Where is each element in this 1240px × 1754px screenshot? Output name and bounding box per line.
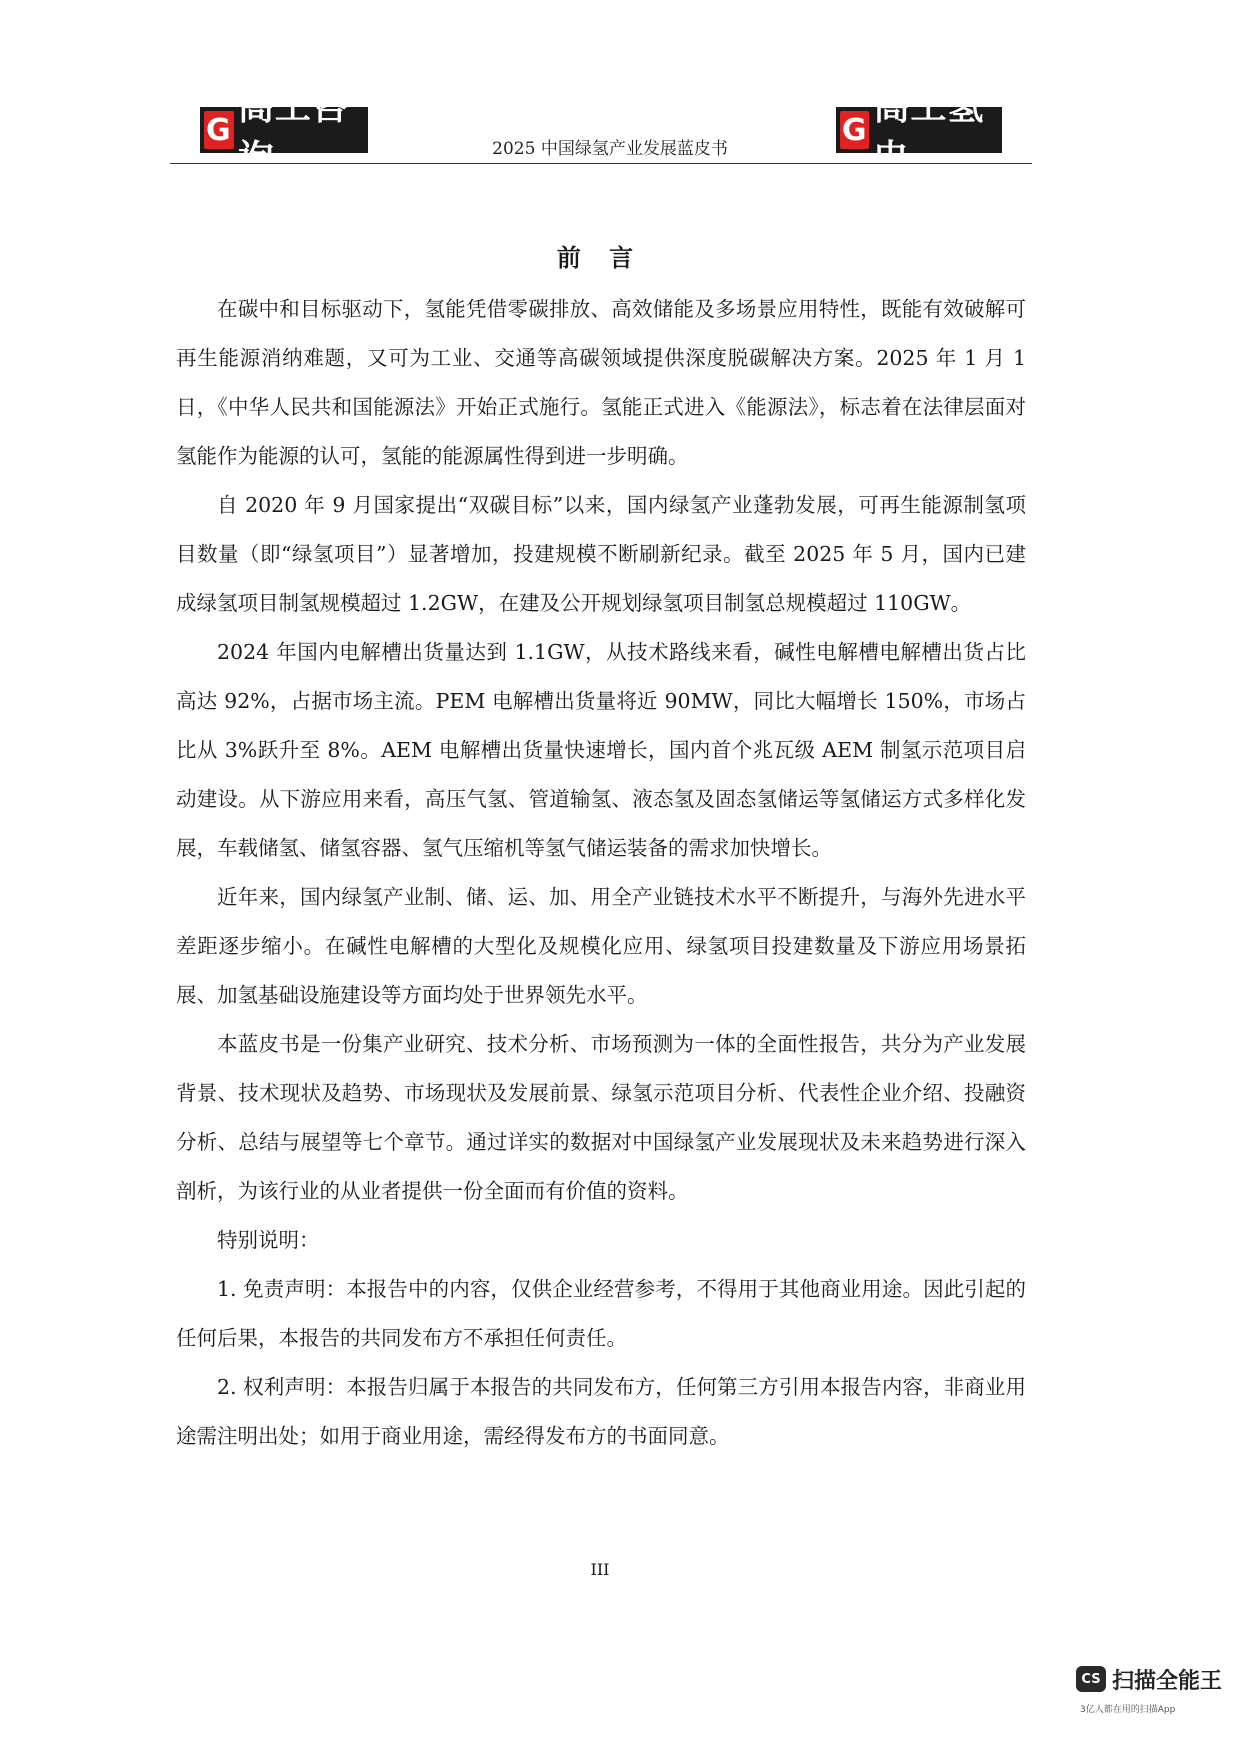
running-header-title: 2025 中国绿氢产业发展蓝皮书: [492, 139, 728, 159]
paragraph: 自 2020 年 9 月国家提出“双碳目标”以来，国内绿氢产业蓬勃发展，可再生能源制氢项目数量（即“绿氢项目”）显著增加，投建规模不断刷新纪录。截至 2025 年 5 月，国内已建成绿氢项目制氢规模超过 1.2GW，在建及公开规划绿氢项目制氢总规模超过 110GW。: [176, 493, 1026, 615]
camscanner-icon: CS: [1076, 1666, 1106, 1692]
camscanner-tagline: 3亿人都在用的扫描App: [1080, 1705, 1176, 1715]
logo-g-mark: G: [841, 112, 868, 148]
paragraph: 在碳中和目标驱动下，氢能凭借零碳排放、高效储能及多场景应用特性，既能有效破解可再生能源消纳难题，又可为工业、交通等高碳领域提供深度脱碳解决方案。2025 年 1 月 1 日，《中华人民共和国能源法》开始正式施行。氢能正式进入《能源法》，标志着在法律层面对氢能作为能源的认可，氢能的能源属性得到进一步明确。: [176, 297, 1026, 468]
gaogong-hydrogen-logo: [836, 87, 1002, 179]
section-title: 前 言: [556, 243, 644, 272]
logo-left-text: 高工咨询: [237, 87, 349, 179]
rights-paragraph: 2. 权利声明：本报告归属于本报告的共同发布方，任何第三方引用本报告内容，非商业用途需注明出处；如用于商业用途，需经得发布方的书面同意。: [176, 1375, 1026, 1448]
gaogong-consulting-logo: [200, 87, 368, 179]
paragraph: 本蓝皮书是一份集产业研究、技术分析、市场预测为一体的全面性报告，共分为产业发展背景、技术现状及趋势、市场现状及发展前景、绿氢示范项目分析、代表性企业介绍、投融资分析、总结与展望等七个章节。通过详实的数据对中国绿氢产业发展现状及未来趋势进行深入剖析，为该行业的从业者提供一份全面而有价值的资料。: [176, 1032, 1026, 1203]
paragraph: 近年来，国内绿氢产业制、储、运、加、用全产业链技术水平不断提升，与海外先进水平差距逐步缩小。在碱性电解槽的大型化及规模化应用、绿氢项目投建数量及下游应用场景拓展、加氢基础设施建设等方面均处于世界领先水平。: [176, 885, 1026, 1007]
camscanner-name: 扫描全能王: [1112, 1669, 1223, 1694]
paragraph: 2024 年国内电解槽出货量达到 1.1GW，从技术路线来看，碱性电解槽电解槽出货占比高达 92%，占据市场主流。PEM 电解槽出货量将近 90MW，同比大幅增长 150%，市场占比从 3%跃升至 8%。AEM 电解槽出货量快速增长，国内首个兆瓦级 AEM 制氢示范项目启动建设。从下游应用来看，高压气氢、管道输氢、液态氢及固态氢储运等氢储运方式多样化发展，车载储氢、储氢容器、氢气压缩机等氢气储运装备的需求加快增长。: [176, 640, 1026, 860]
header-divider: [170, 163, 1032, 164]
page-number: III: [590, 1560, 610, 1579]
logo-g-mark: G: [204, 111, 234, 149]
preface-body: [176, 285, 1026, 1461]
special-note-heading: 特别说明：: [217, 1228, 320, 1252]
disclaimer-paragraph: 1. 免责声明：本报告中的内容，仅供企业经营参考，不得用于其他商业用途。因此引起的任何后果，本报告的共同发布方不承担任何责任。: [176, 1277, 1026, 1350]
logo-right-text: 高工氢电: [873, 87, 985, 179]
camscanner-watermark: [1076, 1662, 1226, 1722]
